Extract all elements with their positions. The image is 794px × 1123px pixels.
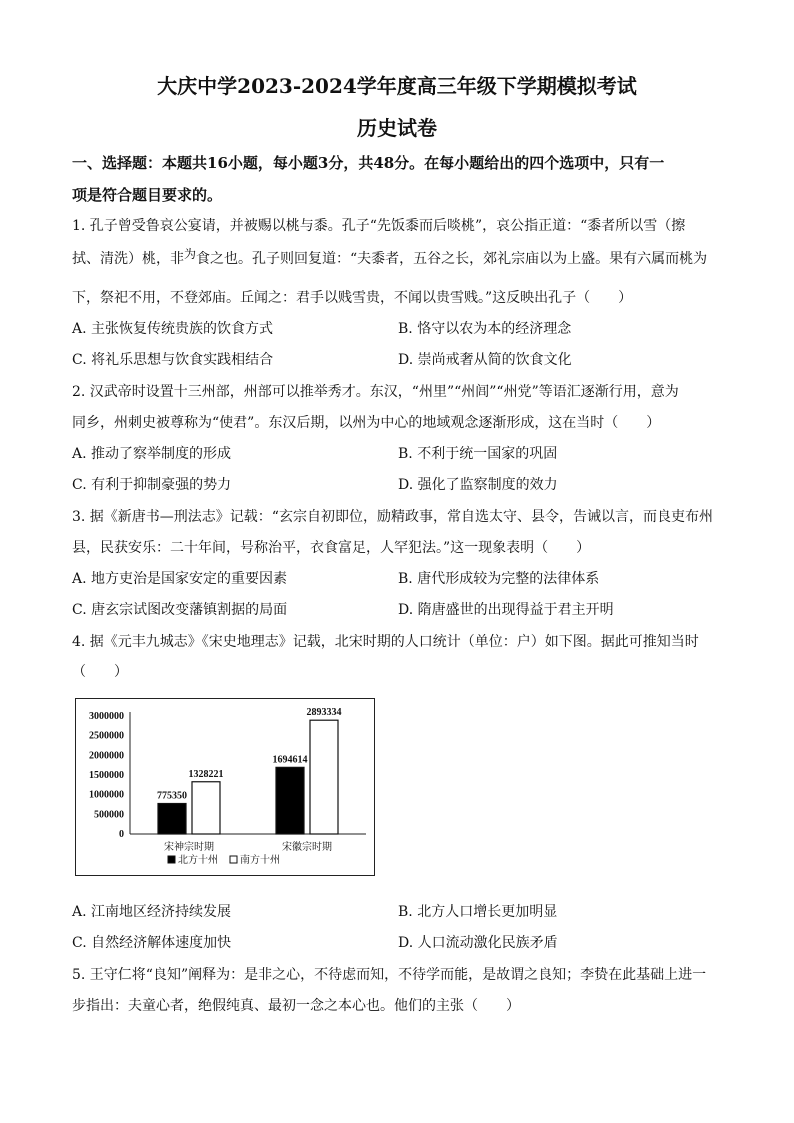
x-tick-label: 宋神宗时期 — [164, 842, 214, 853]
y-tick-label: 500000 — [94, 809, 124, 821]
exam-title: 大庆中学2023-2024学年度高三年级下学期模拟考试 — [157, 74, 637, 98]
q3-option-a[interactable]: A. 地方吏治是国家安定的重要因素 — [72, 571, 288, 587]
q4-option-b[interactable]: B. 北方人口增长更加明显 — [398, 904, 558, 920]
q2-option-c[interactable]: C. 有利于抑制豪强的势力 — [72, 477, 232, 493]
exam-subtitle: 历史试卷 — [357, 116, 437, 140]
q4-line: （ ） — [72, 664, 128, 680]
bar-value-label: 775350 — [157, 790, 187, 802]
q1-option-b[interactable]: B. 恪守以农为本的经济理念 — [398, 321, 572, 337]
y-tick-label: 2000000 — [89, 750, 124, 762]
q1-line: 下，祭祀不用，不登郊庙。丘闻之：君手以贱雪贵，不闻以贵雪贱。”这反映出孔子（ ） — [72, 290, 633, 306]
q2-option-d[interactable]: D. 强化了监察制度的效力 — [398, 477, 558, 493]
q2-option-a[interactable]: A. 推动了察举制度的形成 — [72, 446, 232, 462]
y-tick-label: 2500000 — [89, 730, 124, 742]
bar — [192, 782, 220, 834]
q4-option-c[interactable]: C. 自然经济解体速度加快 — [72, 935, 232, 951]
q4-line: 4. 据《元丰九城志》《宋史地理志》记载，北宋时期的人口统计（单位：户）如下图。据此可推知当时 — [72, 634, 699, 650]
legend-label: 北方十州 — [178, 855, 218, 866]
q1-text: 食之也。孔子则回复道：“夫黍者，五谷之长，郊礼宗庙以为上盛。果有六属而桃为 — [196, 251, 708, 267]
q3-option-d[interactable]: D. 隋唐盛世的出现得益于君主开明 — [398, 602, 614, 618]
q3-line: 3. 据《新唐书—刑法志》记载：“玄宗自初即位，励精政事，常自选太守、县令，告诫以言，而良吏布州 — [72, 509, 713, 525]
q1-option-a[interactable]: A. 主张恢复传统贵族的饮食方式 — [72, 321, 274, 337]
section-heading-cont: 项是符合题目要求的。 — [72, 186, 223, 204]
bar-value-label: 1328221 — [188, 768, 224, 780]
q2-line: 2. 汉武帝时设置十三州部，州部可以推举秀才。东汉，“州里”“州闾”“州党”等语汇逐渐行用，意为 — [72, 384, 679, 400]
bar — [310, 720, 338, 834]
y-tick-label: 1000000 — [89, 789, 124, 801]
q1-superscript: 为 — [184, 247, 197, 261]
q4-option-a[interactable]: A. 江南地区经济持续发展 — [72, 904, 232, 920]
bar — [276, 767, 304, 834]
x-tick-label: 宋徽宗时期 — [282, 842, 332, 853]
legend-swatch — [168, 856, 175, 863]
bar — [158, 804, 186, 834]
q4-option-d[interactable]: D. 人口流动激化民族矛盾 — [398, 935, 558, 951]
legend-label: 南方十州 — [240, 855, 280, 866]
q1-line — [72, 248, 707, 268]
q1-text: 拭、清洗）桃，非 — [72, 251, 184, 267]
population-bar-chart — [75, 698, 375, 876]
section-heading: 一、选择题：本题共16小题，每小题3分，共48分。在每小题给出的四个选项中，只有一 — [72, 154, 665, 172]
y-tick-label: 0 — [119, 829, 124, 840]
q2-option-b[interactable]: B. 不利于统一国家的巩固 — [398, 446, 558, 462]
q5-line: 5. 王守仁将“良知”阐释为：是非之心，不待虑而知，不待学而能，是故谓之良知；李贽在此基础上进一 — [72, 967, 707, 983]
q2-line: 同乡，州刺史被尊称为“使君”。东汉后期，以州为中心的地域观念逐渐形成，这在当时（ ） — [72, 415, 661, 431]
legend-swatch — [230, 856, 237, 863]
bar-value-label: 1694614 — [272, 754, 308, 766]
y-tick-label: 1500000 — [89, 770, 124, 781]
q3-option-c[interactable]: C. 唐玄宗试图改变藩镇割据的局面 — [72, 602, 288, 618]
q1-option-c[interactable]: C. 将礼乐思想与饮食实践相结合 — [72, 352, 274, 368]
q3-option-b[interactable]: B. 唐代形成较为完整的法律体系 — [398, 571, 600, 587]
q5-line: 步指出：夫童心者，绝假纯真、最初一念之本心也。他们的主张（ ） — [72, 998, 520, 1014]
q1-option-d[interactable]: D. 崇尚戒奢从简的饮食文化 — [398, 352, 572, 368]
chart-canvas — [76, 699, 374, 875]
bar-value-label: 2893334 — [306, 707, 342, 719]
q1-line: 1. 孔子曾受鲁哀公宴请，并被赐以桃与黍。孔子“先饭黍而后啖桃”，哀公指正道：“黍者所以雪（擦 — [72, 218, 686, 234]
y-tick-label: 3000000 — [89, 711, 124, 722]
q3-line: 县，民获安乐：二十年间，号称治平，衣食富足，人罕犯法。”这一现象表明（ ） — [72, 540, 591, 556]
